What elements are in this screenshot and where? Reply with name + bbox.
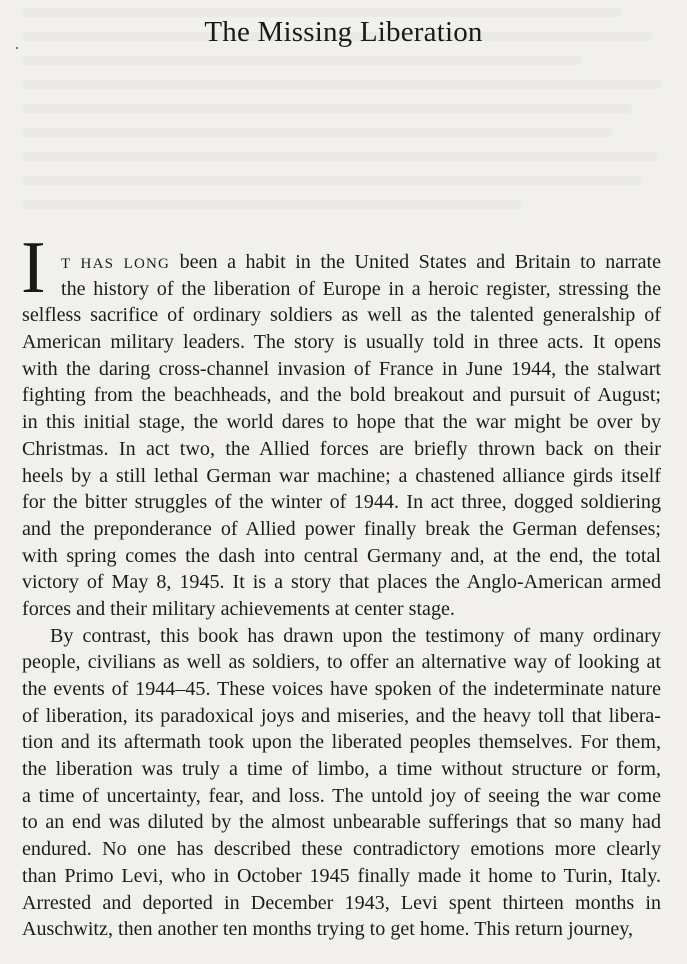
- text-line: people, civilians as well as soldiers, to offer an alternative way of looking at: [22, 651, 661, 674]
- text-line: to an end was diluted by the almost unbearable sufferings that so many had: [22, 811, 661, 834]
- bleed-through-line: [22, 56, 582, 65]
- bleed-through-line: [22, 152, 657, 161]
- text-line: forces and their military achievements at center stage.: [22, 597, 455, 620]
- text-line: Auschwitz, then another ten months trying to get home. This return journey,: [22, 918, 634, 941]
- text-line: the liberation was truly a time of limbo, a time without structure or form,: [22, 758, 661, 781]
- bleed-through-line: [22, 104, 632, 113]
- text-line: tion and its aftermath took upon the liberated peoples themselves. For them,: [22, 731, 661, 754]
- text-line: heels by a still lethal German war machine; a chastened alliance girds itself: [22, 464, 661, 487]
- text-line: of liberation, its paradoxical joys and miseries, and the heavy toll that libera-: [22, 704, 661, 727]
- text-line: Christmas. In act two, the Allied forces are briefly thrown back on their: [22, 437, 661, 460]
- body-text: [22, 249, 661, 943]
- text-line: American military leaders. The story is usually told in three acts. It opens: [22, 331, 661, 354]
- bleed-through-line: [22, 80, 662, 89]
- lead-in-smallcaps: T HAS LONG: [61, 256, 171, 272]
- text-line: [22, 249, 661, 276]
- text-line: than Primo Levi, who in October 1945 finally made it home to Turin, Italy.: [22, 864, 661, 887]
- text-line: and the preponderance of Allied power finally break the German defenses;: [22, 517, 661, 540]
- text-line: victory of May 8, 1945. It is a story that places the Anglo-American armed: [22, 571, 661, 594]
- text-line: selfless sacrifice of ordinary soldiers as well as the talented generalship of: [22, 304, 661, 327]
- text-line: Arrested and deported in December 1943, Levi spent thirteen months in: [22, 891, 661, 914]
- bleed-through-line: [22, 200, 522, 209]
- text-line: the events of 1944–45. These voices have spoken of the indeterminate nature: [22, 678, 661, 700]
- text-line: in this initial stage, the world dares to hope that the war might be over by: [22, 411, 661, 434]
- drop-cap: I: [21, 227, 46, 309]
- text-line: the history of the liberation of Europe in a heroic register, stressing the: [61, 277, 661, 300]
- text-line: By contrast, this book has drawn upon the testimony of many ordinary: [50, 624, 661, 647]
- line-text: been a habit in the United States and Britain to narrate: [170, 251, 661, 273]
- bleed-through-line: [22, 176, 642, 185]
- text-line: fighting from the beachheads, and the bold breakout and pursuit of August;: [22, 384, 661, 407]
- text-line: with spring comes the dash into central Germany and, at the end, the total: [22, 544, 661, 567]
- text-line: a time of uncertainty, fear, and loss. The untold joy of seeing the war come: [22, 784, 661, 807]
- chapter-title: The Missing Liberation: [204, 16, 483, 48]
- text-line: for the bitter struggles of the winter of 1944. In act three, dogged soldiering: [22, 491, 661, 514]
- text-line: with the daring cross-channel invasion of France in June 1944, the stalwart: [22, 357, 661, 380]
- bleed-through-line: [22, 128, 612, 137]
- text-line: endured. No one has described these contradictory emotions more clearly: [22, 838, 661, 861]
